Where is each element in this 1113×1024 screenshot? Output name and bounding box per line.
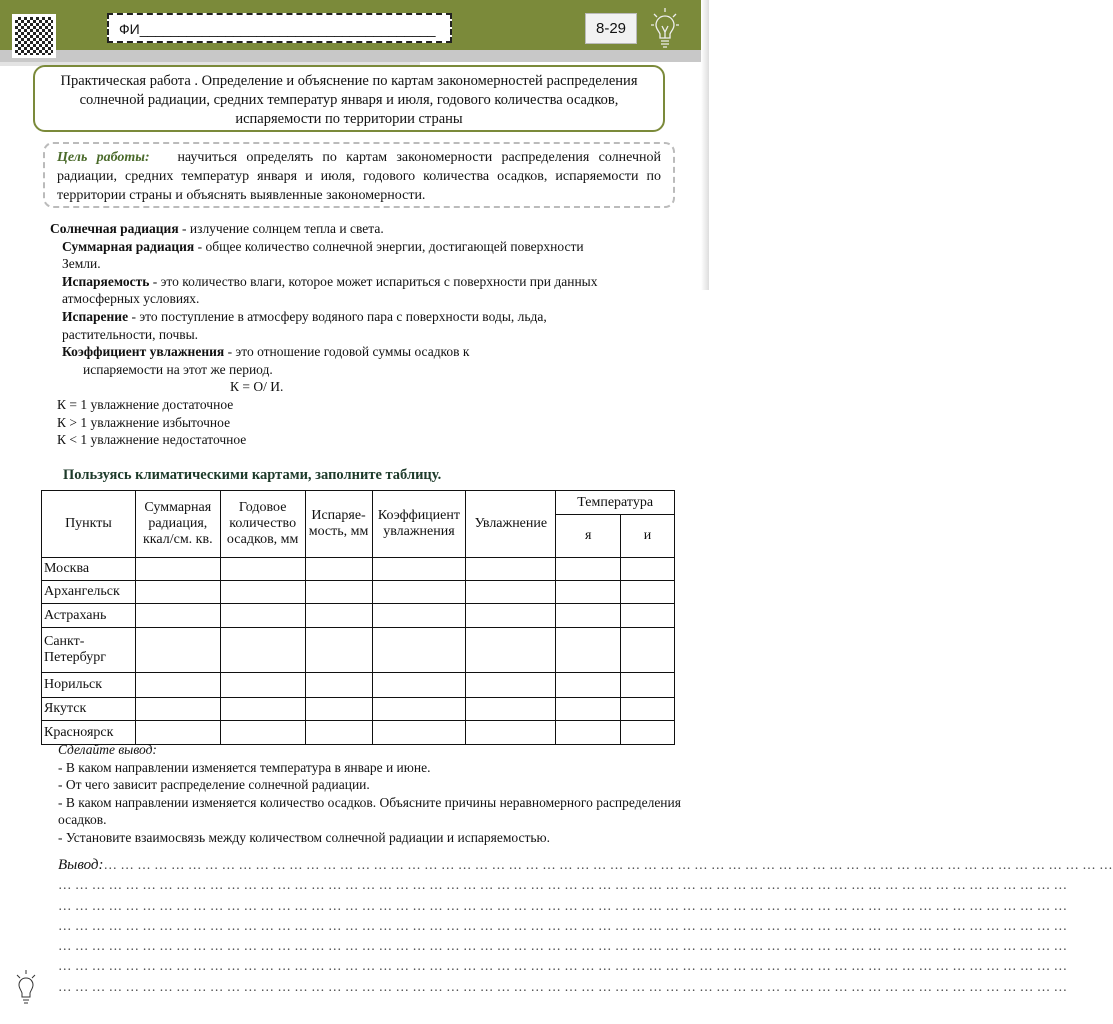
lightbulb-icon [650,6,680,50]
input-cell[interactable] [466,673,556,698]
conclusion-heading: Сделайте вывод: [58,742,157,757]
question: - Установите взаимосвязь между количеством солнечной радиации и испаряемостью. [58,829,551,845]
input-cell[interactable] [220,604,305,628]
k-rule: К > 1 увлажнение избыточное [57,414,231,430]
input-cell[interactable] [305,698,372,721]
input-cell[interactable] [135,581,220,604]
table-row [42,698,675,721]
input-cell[interactable] [372,581,466,604]
row-label: Архангельск [42,581,136,604]
input-cell[interactable] [621,673,675,698]
conclusion-section [58,741,698,846]
data-table [41,490,675,745]
input-cell[interactable] [135,558,220,581]
k-rule: К = 1 увлажнение достаточное [57,396,234,412]
input-cell[interactable] [466,698,556,721]
input-cell[interactable] [135,698,220,721]
row-label: Якутск [42,698,136,721]
input-cell[interactable] [135,628,220,673]
lightbulb-icon [14,968,38,1008]
k-rule: К < 1 увлажнение недостаточное [57,432,247,448]
goal-box [43,142,675,208]
row-label: Астрахань [42,604,136,628]
goal-label: Цель работы: [57,150,150,165]
input-cell[interactable] [556,673,621,698]
input-cell[interactable] [621,581,675,604]
row-label: Санкт-Петербург [42,628,136,673]
input-cell[interactable] [466,604,556,628]
definition: Испаряемость - это количество влаги, которое может испариться с поверхности при данных атмосферных условиях. [62,273,598,307]
col-header: Суммарная радиация, ккал/см. кв. [135,491,220,558]
input-cell[interactable] [621,628,675,673]
output-label: Вывод: [58,857,104,873]
question: - В каком направлении изменяется температура в январе и июне. [58,759,431,775]
worksheet-code: 8-29 [585,13,637,44]
input-cell[interactable] [556,628,621,673]
header-stripe [0,50,709,62]
input-cell[interactable] [621,558,675,581]
input-cell[interactable] [372,604,466,628]
formula: К = О/ И. [230,379,284,395]
input-cell[interactable] [466,581,556,604]
input-cell[interactable] [220,698,305,721]
table-row [42,581,675,604]
input-cell[interactable] [556,581,621,604]
col-header: Пункты [42,491,136,558]
input-cell[interactable] [135,604,220,628]
name-field[interactable]: ФИ______________________________________ [107,13,452,43]
col-header: Температура [556,491,675,515]
input-cell[interactable] [305,628,372,673]
input-cell[interactable] [372,698,466,721]
input-cell[interactable] [305,558,372,581]
input-cell[interactable] [305,673,372,698]
right-shadow [701,0,709,290]
table-row [42,604,675,628]
answer-area[interactable]: Вывод:… … … … … … … … … … … … … … … … … … … … … … … … … … … … … … … … … … … … … … … … … … … … … … … … … … … … … … … … … … … … … … … … … … … … … … … … … … … … … … … … … … … … … … … … … … … … … … … … … … … … … … … … … … … … … … … … … … … … … … … … … … … … … … … … … … … … … … … … … … … … … … … … … … … … … … … … … … … … … … … … … … … … … … … … … … … … … … … … … … … … … … … … … … … … … … … … … … … … … … … … … … … … … … … … … … … … … … … … … … … … … … … … … … … … … … … … … … … … … … … … … … … … … … … … … … … … … … … … … … … … … … … … … … … … … … … … … … … … … … … … … … … … … … … … … … … … … … … … … … … … … … … … … … … … … … … … … … … … … … … … … … … … … … … … … … … … … … … … … … … … … … … … … … … … … … … … … … … … … … … … … … … … … … … … … … … … … … … … … … … … … … … … … … … … … … … … … … … … … … … … … … … … … … … … … … … … … … … … … … … … [58,857,1113,994]
definition: Суммарная радиация - общее количество солнечной энергии, достигающей поверхности Земли. [62,238,584,272]
page-title: Практическая работа . Определение и объяснение по картам закономерностей распределения солнечной радиации, средних температур января и июля, годового количества осадков, испаряемости по территории страны [33,65,665,132]
col-header: Испаряе-мость, мм [305,491,372,558]
col-header: Годовое количество осадков, мм [220,491,305,558]
input-cell[interactable] [220,581,305,604]
input-cell[interactable] [556,558,621,581]
input-cell[interactable] [220,628,305,673]
col-header: Увлажнение [466,491,556,558]
definition: Коэффициент увлажнения - это отношение годовой суммы осадков к [62,344,470,360]
table-row [42,628,675,673]
table-title: Пользуясь климатическими картами, заполните таблицу. [63,467,442,483]
input-cell[interactable] [556,604,621,628]
input-cell[interactable] [556,698,621,721]
col-header: Коэффициент увлажнения [372,491,466,558]
definition: Испарение - это поступление в атмосферу водяного пара с поверхности воды, льда, растительности, почвы. [62,308,547,342]
question: - От чего зависит распределение солнечной радиации. [58,777,370,792]
col-subheader: я [556,515,621,558]
input-cell[interactable] [220,558,305,581]
qr-code [12,14,56,58]
input-cell[interactable] [372,673,466,698]
input-cell[interactable] [372,558,466,581]
input-cell[interactable] [220,673,305,698]
row-label: Москва [42,558,136,581]
input-cell[interactable] [621,698,675,721]
input-cell[interactable] [466,558,556,581]
table-row [42,673,675,698]
row-label: Красноярск [42,721,136,745]
input-cell[interactable] [621,604,675,628]
question: - В каком направлении изменяется количество осадков. Объясните причины неравномерного распределения осадков. [58,794,681,827]
goal-text: научиться определять по картам закономерности распределения солнечной радиации, средних температур января и июля, годового количества осадков, испаряемости по территории страны и объяснять выявленные закономерности. [57,150,662,203]
definition-cont: испаряемости на этот же период. [83,361,273,377]
input-cell[interactable] [372,628,466,673]
input-cell[interactable] [466,628,556,673]
input-cell[interactable] [305,581,372,604]
col-subheader: и [621,515,675,558]
definitions [50,220,610,449]
row-label: Норильск [42,673,136,698]
definition: Солнечная радиация - излучение солнцем тепла и света. [50,221,384,236]
table-row [42,558,675,581]
input-cell[interactable] [135,673,220,698]
input-cell[interactable] [305,604,372,628]
